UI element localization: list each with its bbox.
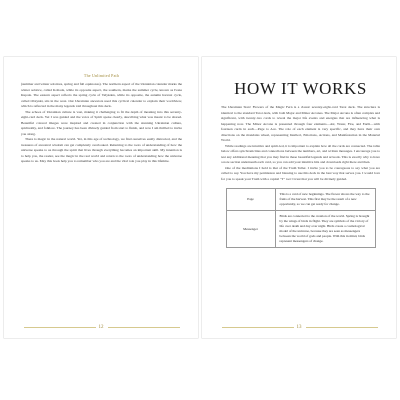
right-page-body: [221, 105, 380, 182]
table-description: Birds are connected to the creation of the world. Spring is brought by the wings of birds in flight. They are symbols of the victory of life over death and day over night. Birds create a cosmological model of the universe, because they are seen as messengers between the world of gods and people. With this in mind, birds represent messengers of change.: [275, 211, 375, 248]
right-page: [202, 57, 396, 338]
paragraph: While readings are intuitive and spirit-led, it is important to explain how all the cards are connected. The table below offers synchronicities and connections between the numbers, art, and written messages. I encourage you to test any additional meaning that you may find in these beautiful legends and artwork. This is exactly why to have a note section underneath each card, so you can add your intuitive hits and downloads right there and then.: [221, 143, 380, 164]
paragraph: One of the meditations I hold is that of the Truth Teller. I invite you to be courageous to say what you are called to say. You have my permission and blessing to use this deck in the best way that serves you. I would love for you to speak your Truth with a capital "T" too! I trust that you will be divinely guided.: [221, 165, 380, 181]
table-row: [226, 211, 375, 248]
table-term: Messenger: [226, 211, 275, 248]
paragraph: There is magic in the natural world. Yet, in this age of technology, we find ourselves easily distracted, and the treasures of ancestral wisdom can get completely overlooked. Returning to the roots of understanding of how the universe speaks to us through the spirit that lives through everything becomes an important skill. My intention is to help you, the reader, see the magic in the real world and return to the roots of understanding how the universe speaks to us. May this book help you to remember who you are and the vital role you play in this lifetime.: [21, 137, 182, 163]
left-page-body: [21, 82, 182, 165]
card-meaning-table: [226, 188, 376, 248]
table-row: [226, 189, 375, 211]
table-description: This is a card of new beginnings. The flower shows the way to the fruits of the harvest. This first may be the result of a new opportunity, so we can get ready for change.: [275, 189, 375, 211]
running-head: The Unlimited Path: [83, 73, 120, 78]
page-number: 13: [296, 325, 302, 330]
chapter-title: HOW IT WORKS: [234, 79, 367, 98]
paragraph: The echoes of Ukrainian culture is vast, making it challenging to fit the depth of meaning into this seventy-eight-card deck. Yet I was guided and the voice of Spirit spoke clearly, describing what was meant to be shared. Beautiful colored images were inspired and created in conjunction with the stunning Ukrainian culture, spirituality, and folklore. The journey has been divinely guided from start to finish, and now I am thrilled to invite you along.: [21, 109, 182, 136]
page-number: 12: [98, 325, 104, 330]
paragraph: (summer and winter solstices, spring and fall equinoxes). The northern aspect of the Ukrainian calendar marks the winter solstice, called Koliada, while its opposite aspect, the southern, marks the summer cycle, known as Ivana Kupala. The eastern aspect reflects the spring cycle of Velykden, while its opposite, the autumn harvest cycle, called Obzynki, sits in the west. Our Ukrainian ancestors used this cyclical calendar to explain their worldview, which is reflected in the many legends told throughout this deck.: [21, 82, 182, 108]
left-page: [4, 57, 198, 338]
paragraph: The Ukrainian Stars' Flowers of the Magic Fern is a classic seventy-eight-card Tarot deck. The structure is identical to the standard Tarot deck, with both Major and Minor Arcanas. The Major Arcana is often complex and significant, with twenty-two cards to reveal the major life events and energies that are influencing what is happening now. The Minor Arcana is presented through four elements—Air, Water, Fire, and Earth—with fourteen cards in each—Page to Ace. The role of each element is very specific, and they have their own directions on the mandalas wheel, representing Intellect, Emotions, Actions, and Manifestation in the Material World.: [221, 105, 380, 142]
table-term: Page: [226, 189, 275, 211]
